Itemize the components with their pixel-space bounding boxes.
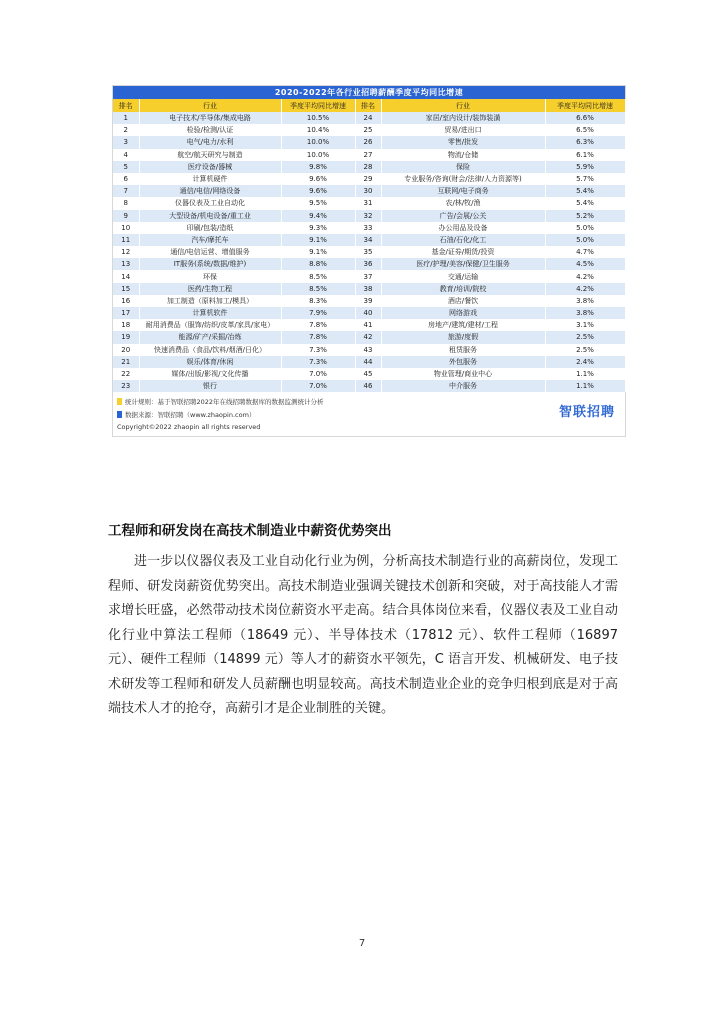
cell-growth: 9.5% (281, 197, 355, 209)
cell-industry: 酒店/餐饮 (381, 295, 545, 307)
table-row (113, 344, 625, 356)
cell-rank: 4 (113, 149, 139, 161)
yellow-marker-icon (117, 398, 122, 405)
table-row (113, 124, 625, 136)
header-industry: 行业 (381, 99, 545, 112)
cell-industry: 互联网/电子商务 (381, 185, 545, 197)
zhaopin-logo: 智联招聘 (558, 405, 615, 421)
cell-rank: 40 (355, 307, 381, 319)
cell-industry: 计算机软件 (139, 307, 281, 319)
cell-rank: 29 (355, 173, 381, 185)
cell-industry: 专业服务/咨询(财会/法律/人力资源等) (381, 173, 545, 185)
cell-growth: 6.5% (545, 124, 625, 136)
cell-rank: 37 (355, 270, 381, 282)
cell-rank: 20 (113, 344, 139, 356)
note-rule-text: 统计规则：基于智联招聘2022年在线招聘数据库的数据监测统计分析 (125, 398, 324, 407)
cell-rank: 31 (355, 197, 381, 209)
cell-growth: 3.8% (545, 295, 625, 307)
note-source (117, 410, 255, 419)
cell-rank: 35 (355, 246, 381, 258)
cell-rank: 24 (355, 112, 381, 124)
cell-growth: 9.8% (281, 161, 355, 173)
cell-industry: 零售/批发 (381, 136, 545, 148)
cell-rank: 28 (355, 161, 381, 173)
cell-growth: 7.0% (281, 380, 355, 392)
cell-growth: 5.9% (545, 161, 625, 173)
cell-industry: 检验/检测/认证 (139, 124, 281, 136)
cell-rank: 2 (113, 124, 139, 136)
cell-industry: 基金/证券/期货/投资 (381, 246, 545, 258)
table-title: 2020-2022年各行业招聘薪酬季度平均同比增速 (113, 86, 625, 99)
cell-rank: 11 (113, 234, 139, 246)
cell-industry: 医药/生物工程 (139, 283, 281, 295)
cell-rank: 39 (355, 295, 381, 307)
cell-growth: 10.5% (281, 112, 355, 124)
table-row (113, 356, 625, 368)
table-row (113, 319, 625, 331)
cell-growth: 4.2% (545, 283, 625, 295)
table-row (113, 112, 625, 124)
cell-rank: 34 (355, 234, 381, 246)
cell-growth: 5.7% (545, 173, 625, 185)
cell-rank: 8 (113, 197, 139, 209)
cell-growth: 9.1% (281, 246, 355, 258)
header-growth: 季度平均同比增速 (281, 99, 355, 112)
header-industry: 行业 (139, 99, 281, 112)
cell-industry: 租赁服务 (381, 344, 545, 356)
table-row (113, 307, 625, 319)
cell-industry: 外包服务 (381, 356, 545, 368)
cell-rank: 5 (113, 161, 139, 173)
cell-industry: 通信/电信运营、增值服务 (139, 246, 281, 258)
cell-rank: 26 (355, 136, 381, 148)
cell-rank: 36 (355, 258, 381, 270)
table-row (113, 283, 625, 295)
cell-rank: 46 (355, 380, 381, 392)
table-row (113, 270, 625, 282)
table-row (113, 161, 625, 173)
cell-growth: 8.3% (281, 295, 355, 307)
table-row (113, 331, 625, 343)
cell-rank: 17 (113, 307, 139, 319)
table-figure (112, 85, 626, 437)
cell-industry: 物流/仓储 (381, 149, 545, 161)
cell-growth: 5.0% (545, 234, 625, 246)
cell-industry: 计算机硬件 (139, 173, 281, 185)
cell-rank: 42 (355, 331, 381, 343)
table-body (113, 112, 625, 392)
cell-industry: 电气/电力/水利 (139, 136, 281, 148)
cell-growth: 8.8% (281, 258, 355, 270)
header-rank: 排名 (355, 99, 381, 112)
cell-growth: 7.3% (281, 356, 355, 368)
cell-industry: 旅游/度假 (381, 331, 545, 343)
cell-rank: 22 (113, 368, 139, 380)
cell-industry: 环保 (139, 270, 281, 282)
cell-industry: 医疗/护理/美容/保健/卫生服务 (381, 258, 545, 270)
blue-marker-icon (117, 411, 122, 418)
cell-industry: 广告/会展/公关 (381, 210, 545, 222)
cell-industry: 耐用消费品（服饰/纺织/皮革/家具/家电） (139, 319, 281, 331)
cell-industry: 电子技术/半导体/集成电路 (139, 112, 281, 124)
table-row (113, 136, 625, 148)
cell-growth: 9.4% (281, 210, 355, 222)
cell-rank: 7 (113, 185, 139, 197)
cell-rank: 25 (355, 124, 381, 136)
table-row (113, 222, 625, 234)
table-row (113, 185, 625, 197)
cell-growth: 8.5% (281, 270, 355, 282)
cell-growth: 6.6% (545, 112, 625, 124)
cell-industry: 媒体/出版/影视/文化传播 (139, 368, 281, 380)
cell-industry: 银行 (139, 380, 281, 392)
table-row (113, 234, 625, 246)
cell-rank: 23 (113, 380, 139, 392)
table-row (113, 295, 625, 307)
cell-rank: 44 (355, 356, 381, 368)
table-header-row (113, 99, 625, 112)
cell-industry: 通信/电信/网络设备 (139, 185, 281, 197)
cell-rank: 18 (113, 319, 139, 331)
cell-growth: 2.5% (545, 331, 625, 343)
section-heading: 工程师和研发岗在高技术制造业中薪资优势突出 (108, 523, 392, 539)
cell-industry: 加工制造（原料加工/模具） (139, 295, 281, 307)
growth-table (113, 99, 626, 392)
cell-growth: 2.4% (545, 356, 625, 368)
table-row (113, 210, 625, 222)
table-row (113, 149, 625, 161)
header-growth: 季度平均同比增速 (545, 99, 625, 112)
cell-rank: 13 (113, 258, 139, 270)
cell-growth: 10.0% (281, 136, 355, 148)
cell-industry: 大型设备/机电设备/重工业 (139, 210, 281, 222)
cell-rank: 43 (355, 344, 381, 356)
cell-growth: 1.1% (545, 368, 625, 380)
cell-industry: 农/林/牧/渔 (381, 197, 545, 209)
cell-rank: 45 (355, 368, 381, 380)
cell-growth: 9.1% (281, 234, 355, 246)
cell-growth: 5.0% (545, 222, 625, 234)
cell-rank: 6 (113, 173, 139, 185)
cell-growth: 9.6% (281, 173, 355, 185)
cell-growth: 6.3% (545, 136, 625, 148)
cell-growth: 7.8% (281, 331, 355, 343)
cell-rank: 19 (113, 331, 139, 343)
cell-rank: 14 (113, 270, 139, 282)
table-row (113, 368, 625, 380)
cell-rank: 9 (113, 210, 139, 222)
cell-growth: 3.1% (545, 319, 625, 331)
table-row (113, 258, 625, 270)
cell-growth: 9.3% (281, 222, 355, 234)
cell-industry: 快速消费品（食品/饮料/烟酒/日化） (139, 344, 281, 356)
table-row (113, 173, 625, 185)
cell-rank: 38 (355, 283, 381, 295)
table-row (113, 246, 625, 258)
cell-industry: 医疗设备/器械 (139, 161, 281, 173)
copyright-text: Copyright©2022 zhaopin all rights reserved (117, 423, 261, 432)
cell-industry: 汽车/摩托车 (139, 234, 281, 246)
body-paragraph: 进一步以仪器仪表及工业自动化行业为例，分析高技术制造行业的高薪岗位，发现工程师、研发岗薪资优势突出。高技术制造业强调关键技术创新和突破，对于高技能人才需求增长旺盛，必然带动技术岗位薪资水平走高。结合具体岗位来看，仪器仪表及工业自动化行业中算法工程师（18649 元）、半导体技术（17812 元）、软件工程师（16897 元）、硬件工程师（14899 元）等人才的薪资水平领先，C 语言开发、机械研发、电子技术研发等工程师和研发人员薪酬也明显较高。高技术制造业企业的竞争归根到底是对于高端技术人才的抢夺，高薪引才是企业制胜的关键。 (108, 554, 618, 716)
cell-rank: 16 (113, 295, 139, 307)
cell-industry: 办公用品及设备 (381, 222, 545, 234)
cell-rank: 21 (113, 356, 139, 368)
cell-rank: 33 (355, 222, 381, 234)
cell-growth: 4.2% (545, 270, 625, 282)
cell-rank: 1 (113, 112, 139, 124)
cell-rank: 10 (113, 222, 139, 234)
cell-growth: 1.1% (545, 380, 625, 392)
cell-growth: 4.5% (545, 258, 625, 270)
cell-rank: 3 (113, 136, 139, 148)
cell-rank: 12 (113, 246, 139, 258)
page-number: 7 (358, 938, 366, 949)
table-row (113, 380, 625, 392)
cell-growth: 10.4% (281, 124, 355, 136)
header-rank: 排名 (113, 99, 139, 112)
cell-growth: 6.1% (545, 149, 625, 161)
cell-growth: 7.3% (281, 344, 355, 356)
cell-industry: 房地产/建筑/建材/工程 (381, 319, 545, 331)
cell-industry: IT服务(系统/数据/维护) (139, 258, 281, 270)
cell-growth: 7.0% (281, 368, 355, 380)
cell-growth: 10.0% (281, 149, 355, 161)
cell-rank: 15 (113, 283, 139, 295)
cell-industry: 物业管理/商业中心 (381, 368, 545, 380)
cell-growth: 8.5% (281, 283, 355, 295)
cell-industry: 保险 (381, 161, 545, 173)
cell-growth: 5.4% (545, 185, 625, 197)
cell-growth: 5.2% (545, 210, 625, 222)
cell-industry: 家居/室内设计/装饰装潢 (381, 112, 545, 124)
cell-industry: 仪器仪表及工业自动化 (139, 197, 281, 209)
cell-industry: 娱乐/体育/休闲 (139, 356, 281, 368)
cell-industry: 教育/培训/院校 (381, 283, 545, 295)
table-notes (113, 392, 625, 436)
cell-rank: 32 (355, 210, 381, 222)
cell-industry: 能源/矿产/采掘/冶炼 (139, 331, 281, 343)
cell-growth: 2.5% (545, 344, 625, 356)
cell-growth: 4.7% (545, 246, 625, 258)
cell-rank: 30 (355, 185, 381, 197)
cell-growth: 5.4% (545, 197, 625, 209)
cell-growth: 9.6% (281, 185, 355, 197)
table-row (113, 197, 625, 209)
cell-industry: 交通/运输 (381, 270, 545, 282)
cell-industry: 航空/航天研究与制造 (139, 149, 281, 161)
cell-rank: 41 (355, 319, 381, 331)
cell-industry: 网络游戏 (381, 307, 545, 319)
note-source-text: 数据来源：智联招聘（www.zhaopin.com） (125, 411, 256, 420)
cell-industry: 中介服务 (381, 380, 545, 392)
note-rule (117, 397, 324, 406)
cell-industry: 印刷/包装/造纸 (139, 222, 281, 234)
cell-growth: 7.9% (281, 307, 355, 319)
cell-growth: 3.8% (545, 307, 625, 319)
cell-growth: 7.8% (281, 319, 355, 331)
cell-rank: 27 (355, 149, 381, 161)
cell-industry: 石油/石化/化工 (381, 234, 545, 246)
cell-industry: 贸易/进出口 (381, 124, 545, 136)
